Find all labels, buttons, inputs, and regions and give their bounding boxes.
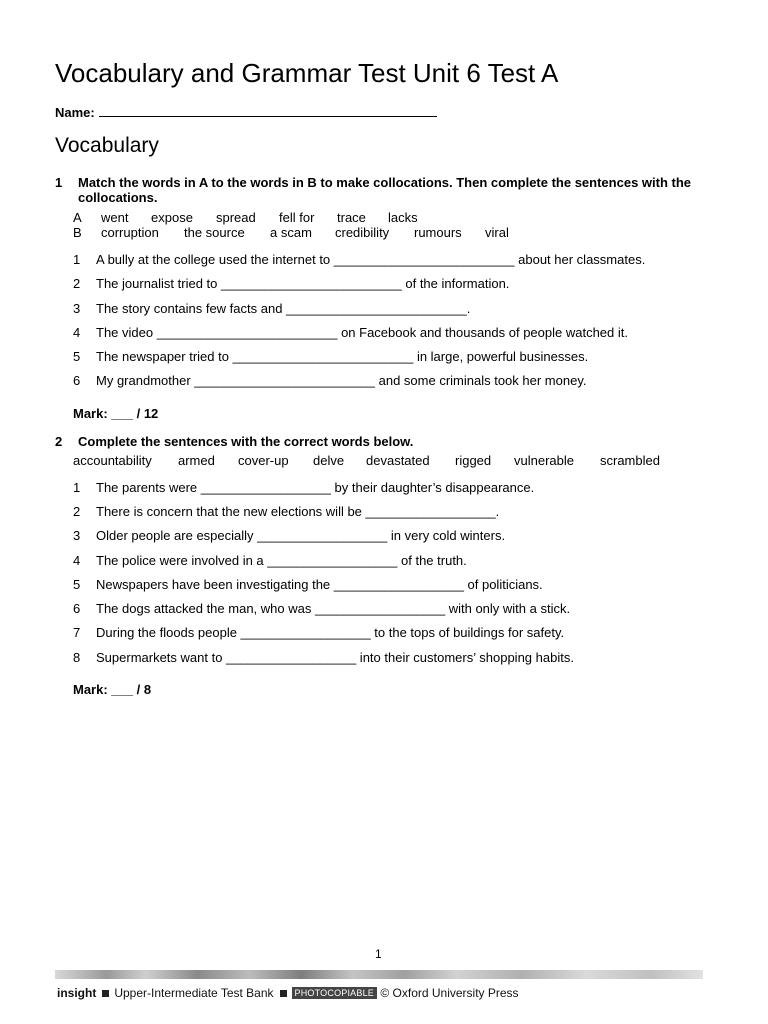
item-number: 2 — [73, 276, 81, 291]
word-a: fell for — [279, 210, 315, 225]
name-field-line — [55, 104, 437, 120]
item-sentence: The story contains few facts and _________________________. — [96, 301, 471, 316]
item-number: 3 — [73, 301, 81, 316]
word-bank-item: rigged — [455, 453, 492, 468]
item-number: 6 — [73, 601, 81, 616]
word-a: trace — [337, 210, 366, 225]
word-bank-item: cover-up — [238, 453, 289, 468]
word-bank-item: accountability — [73, 453, 152, 468]
item-sentence: During the floods people __________________ to the tops of buildings for safety. — [96, 625, 565, 640]
item-number: 1 — [73, 480, 81, 495]
footer-image-band — [55, 970, 703, 979]
word-b: viral — [485, 225, 509, 240]
page-title: Vocabulary and Grammar Test Unit 6 Test A — [55, 58, 559, 88]
footer-series: Upper-Intermediate Test Bank — [114, 986, 274, 1000]
page-number: 1 — [375, 947, 382, 961]
question-number: 2 — [55, 434, 63, 449]
name-blank — [99, 104, 437, 117]
item-sentence: Supermarkets want to __________________ into their customers’ shopping habits. — [96, 650, 574, 665]
word-a: spread — [216, 210, 256, 225]
word-b: the source — [184, 225, 245, 240]
question-number: 1 — [55, 175, 63, 190]
word-b: credibility — [335, 225, 390, 240]
section-title: Vocabulary — [55, 134, 159, 157]
word-b: corruption — [101, 225, 159, 240]
item-sentence: The video _________________________ on Facebook and thousands of people watched it. — [96, 325, 628, 340]
question-1-mark: Mark: ___ / 12 — [73, 406, 159, 421]
word-bank-item: vulnerable — [514, 453, 574, 468]
word-bank-item: delve — [313, 453, 345, 468]
footer — [57, 986, 519, 1000]
item-number: 7 — [73, 625, 81, 640]
item-sentence: The parents were __________________ by their daughter’s disappearance. — [96, 480, 535, 495]
item-number: 8 — [73, 650, 81, 665]
column-b-label: B — [73, 225, 82, 240]
item-number: 4 — [73, 325, 81, 340]
word-b: rumours — [414, 225, 462, 240]
square-bullet-icon — [102, 990, 109, 997]
item-sentence: The dogs attacked the man, who was __________________ with only with a stick. — [96, 601, 571, 616]
word-a: lacks — [388, 210, 418, 225]
item-number: 4 — [73, 553, 81, 568]
item-number: 2 — [73, 504, 81, 519]
square-bullet-icon — [280, 990, 287, 997]
word-b: a scam — [270, 225, 312, 240]
name-label: Name: — [55, 105, 95, 120]
item-number: 5 — [73, 577, 81, 592]
photocopiable-badge: PHOTOCOPIABLE — [292, 987, 377, 999]
item-number: 6 — [73, 373, 81, 388]
question-instruction: Complete the sentences with the correct words below. — [78, 434, 414, 449]
item-sentence: My grandmother _________________________ and some criminals took her money. — [96, 373, 587, 388]
item-sentence: The police were involved in a __________________ of the truth. — [96, 553, 467, 568]
item-sentence: The journalist tried to _________________________ of the information. — [96, 276, 510, 291]
footer-publisher: © Oxford University Press — [380, 986, 519, 1000]
word-a: went — [101, 210, 129, 225]
footer-brand: insight — [57, 986, 97, 1000]
question-2-mark: Mark: ___ / 8 — [73, 682, 152, 697]
item-sentence: The newspaper tried to _________________________ in large, powerful businesses. — [96, 349, 589, 364]
question-instruction: Match the words in A to the words in B to make collocations. Then complete the sentences with the collocations. — [78, 175, 692, 205]
item-sentence: There is concern that the new elections will be __________________. — [96, 504, 500, 519]
item-sentence: Newspapers have been investigating the __________________ of politicians. — [96, 577, 543, 592]
item-number: 3 — [73, 528, 81, 543]
item-number: 5 — [73, 349, 81, 364]
item-sentence: A bully at the college used the internet to _________________________ about her classmates. — [96, 252, 646, 267]
word-a: expose — [151, 210, 193, 225]
word-bank-item: scrambled — [600, 453, 660, 468]
column-a-label: A — [73, 210, 82, 225]
word-bank-item: devastated — [366, 453, 430, 468]
word-bank-item: armed — [178, 453, 215, 468]
item-sentence: Older people are especially __________________ in very cold winters. — [96, 528, 506, 543]
item-number: 1 — [73, 252, 81, 267]
